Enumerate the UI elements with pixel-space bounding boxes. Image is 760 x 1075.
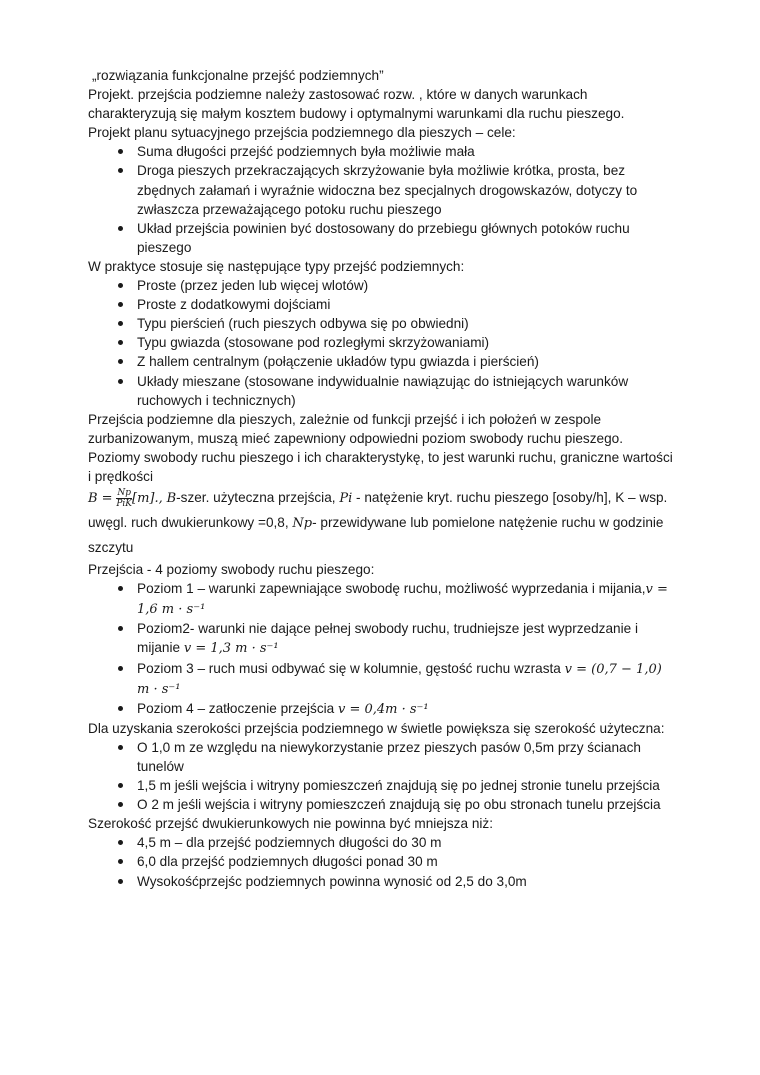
- width-heading: Dla uzyskania szerokości przejścia podziemnego w świetle powiększa się szerokość użyteczna:: [88, 720, 665, 736]
- n-description: - przewidywane lub pomielone natężenie ruchu w godzinie szczytu: [88, 515, 664, 556]
- list-item: [88, 659, 678, 699]
- list-item: Typu gwiazda (stosowane pod rozległymi skrzyżowaniami): [88, 333, 678, 352]
- list-item: 6,0 dla przejść podziemnych długości ponad 30 m: [88, 852, 678, 871]
- list-item: O 1,0 m ze względu na niewykorzystanie przez pieszych pasów 0,5m przy ścianach tunelów: [88, 738, 678, 776]
- formula-fraction: [116, 488, 132, 509]
- formula-lhs: B =: [88, 491, 113, 507]
- p-description: - natężenie kryt. ruchu pieszego [osoby/h], K – wsp. uwęgl. ruch dwukierunkowy =0,8,: [88, 490, 668, 531]
- level-speed: v = 0,4m · s⁻¹: [337, 701, 429, 717]
- n-symbol: Np: [292, 516, 313, 532]
- list-item: Droga pieszych przekraczających skrzyżowanie była możliwie krótka, prosta, bez zbędnych załamań i wyraźnie widoczna bez specjalnych drogowskazów, dotyczy to zwłaszcza przeważającego potoku ruchu pieszego: [88, 161, 678, 218]
- level-text: Poziom2- warunki nie dające pełnej swobody ruchu, trudniejsze jest wyprzedzanie i mijanie: [137, 621, 638, 656]
- width-formula: [88, 486, 678, 560]
- goals-heading: Projekt planu sytuacyjnego przejścia podziemnego dla pieszych – cele:: [88, 125, 516, 141]
- levels-list: [88, 579, 678, 719]
- level-text: Poziom 3 – ruch musi odbywać się w kolumnie, gęstość ruchu wzrasta: [137, 660, 565, 676]
- list-item: Proste (przez jeden lub więcej wlotów): [88, 276, 678, 295]
- list-item: [88, 699, 678, 719]
- b-symbol: B: [166, 491, 177, 507]
- list-item: 1,5 m jeśli wejścia i witryny pomieszczeń znajdują się po jednej stronie tunelu przejścia: [88, 776, 678, 795]
- list-item: [88, 579, 678, 619]
- p-symbol: Pi: [339, 491, 353, 507]
- formula-numerator: Np: [117, 487, 132, 498]
- list-item: 4,5 m – dla przejść podziemnych długości do 30 m: [88, 833, 678, 852]
- min-width-heading: Szerokość przejść dwukierunkowych nie powinna być mniejsza niż:: [88, 816, 493, 832]
- levels-heading: Przejścia - 4 poziomy swobody ruchu pieszego:: [88, 562, 375, 578]
- types-list: [88, 276, 678, 410]
- level-text: Poziom 1 – warunki zapewniające swobodę ruchu, możliwość wyprzedania i mijania,: [137, 581, 646, 597]
- list-item: Suma długości przejść podziemnych była możliwie mała: [88, 142, 678, 161]
- types-heading: W praktyce stosuje się następujące typy przejść podziemnych:: [88, 258, 465, 274]
- level-speed: v = 1,3 m · s⁻¹: [183, 641, 279, 657]
- list-item: Układ przejścia powinien być dostosowany do przebiegu głównych potoków ruchu pieszego: [88, 219, 678, 257]
- document-title: „rozwiązania funkcjonalne przejść podziemnych”: [92, 68, 384, 83]
- list-item: Wysokośćprzejśc podziemnych powinna wynosić od 2,5 do 3,0m: [88, 872, 678, 891]
- level-text: Poziom 4 – zatłoczenie przejścia: [137, 700, 338, 716]
- goals-list: [88, 142, 678, 257]
- list-item: Typu pierścień (ruch pieszych odbywa się po obwiedni): [88, 314, 678, 333]
- intro-paragraph: Projekt. przejścia podziemne należy zastosować rozw. , które w danych warunkach charakteryzują się małym kosztem budowy i optymalnymi warunkami dla ruchu pieszego.: [88, 87, 625, 122]
- list-item: O 2 m jeśli wejścia i witryny pomieszczeń znajdują się po obu stronach tunelu przejścia: [88, 795, 678, 814]
- min-width-list: [88, 833, 678, 890]
- document-page: [88, 66, 678, 891]
- level-speed: v = (0,7 − 1,0) m · s⁻¹: [137, 661, 662, 697]
- list-item: Z hallem centralnym (połączenie układów typu gwiazda i pierścień): [88, 352, 678, 371]
- list-item: Układy mieszane (stosowane indywidualnie nawiązując do istniejących warunków ruchowych i technicznych): [88, 372, 678, 410]
- b-description: -szer. użyteczna przejścia,: [176, 490, 336, 506]
- list-item: Proste z dodatkowymi dojściami: [88, 295, 678, 314]
- formula-unit: [m].,: [132, 491, 163, 507]
- formula-denominator: PiK: [116, 498, 133, 509]
- list-item: [88, 619, 678, 658]
- level-speed: v = 1,6 m · s⁻¹: [137, 582, 668, 618]
- levels-intro: Przejścia podziemne dla pieszych, zależnie od funkcji przejść i ich położeń w zespole zurbanizowanym, muszą mieć zapewniony odpowiedni poziom swobody ruchu pieszego. Poziomy swobody ruchu pieszego i ich charakterystykę, to jest warunki ruchu, graniczne wartości i prędkości: [88, 411, 673, 484]
- width-list: [88, 738, 678, 814]
